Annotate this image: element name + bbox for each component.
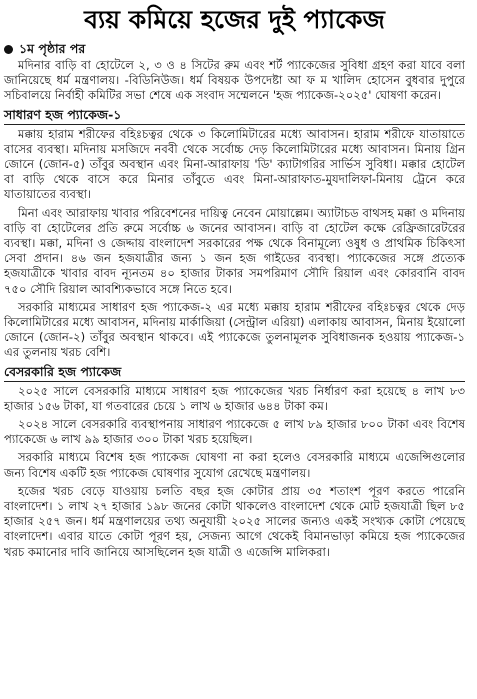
body-paragraph: ২০২৪ সালে বেসরকারি ব্যবস্থাপনায় সাধারণ প্যাকেজে ৫ লাখ ৮৯ হাজার ৮০০ টাকা এবং বিশেষ প্যাকেজে ৬ লাখ ৯৯ হাজার ৩০০ টাকা খরচ হয়েছিল।	[4, 417, 465, 447]
body-paragraph: সরকারি মাধ্যমের সাধারণ হজ প্যাকেজ-২ এর মধ্যে মক্কায় হারাম শরীফের বহিঃচত্বর থেকে দেড় কিলোমিটারের মধ্যে আবাসন, মদিনায় মার্কাজিয়া (সেন্ট্রাল এরিয়া) এলাকায় আবাসন, মিনায় ইয়োলো জোনে (জোন-২) তাঁবুর অবস্থান থাকবে। এই প্যাকেজে তুলনামূলক সুবিধাজনক হওয়ায় প্যাকেজ-১ এর তুলনায় খরচ বেশি।	[4, 299, 465, 360]
continuation-text: ১ম পৃষ্ঠার পর	[19, 41, 86, 56]
intro-paragraph: মদিনার বাড়ি বা হোটেলে ২, ৩ ও ৪ সিটের রুম এবং শর্ট প্যাকেজের সুবিধা গ্রহণ করা যাবে বলা জানিয়েছে ধর্ম মন্ত্রণালয়। -বিডিনিউজ। ধর্ম বিষয়ক উপদেষ্টা আ ফ ম খালিদ হোসেন বুধবার দুপুরে সচিবালয়ে নির্বাহী কমিটির সভা শেষে এক সংবাদ সম্মেলনে 'হজ প্যাকেজ-২০২৫' ঘোষণা করেন।	[4, 58, 465, 103]
body-paragraph: হজের খরচ বেড়ে যাওয়ায় চলতি বছর হজ কোটার প্রায় ৩৫ শতাংশ পূরণ করতে পারেনি বাংলাদেশ। ১ লাখ ২৭ হাজার ১৯৮ জনের কোটা থাকলেও বাংলাদেশ থেকে মোট হজযাত্রী ছিল ৮৫ হাজার ২৫৭ জন। ধর্ম মন্ত্রণালয়ের তথ্য অনুযায়ী ২০২৫ সালের জন্যও একই সংখ্যক কোটা পেয়েছে বাংলাদেশ। এবার যাতে কোটা পূরণ হয়, সেজন্য আগে থেকেই বিমানভাড়া কমিয়ে হজ প্যাকেজের খরচ কমানোর দাবি জানিয়ে আসছিলেন হজ যাত্রী ও এজেন্সি মালিকরা।	[4, 483, 465, 559]
section-heading-private-package	[4, 364, 465, 382]
continuation-line	[4, 40, 465, 58]
section-heading-text: সাধারণ হজ প্যাকেজ-১	[4, 106, 122, 122]
body-paragraph: মক্কায় হারাম শরীফের বহিঃচত্বর থেকে ৩ কিলোমিটারের মধ্যে আবাসন। হারাম শরীফে যাতায়াতে বাসের ব্যবস্থা। মদিনায় মসজিদে নববী থেকে সর্বোচ্চ দেড় কিলোমিটারের মধ্যে আবাসন। মিনায় গ্রিন জোনে (জোন-৫) তাঁবুর অবস্থান এবং মিনা-আরাফায় 'ডি' ক্যাটাগরির সার্ভিস সুবিধা। মক্কার হোটেল বা বাড়ি থেকে বাসে করে মিনার তাঁবুতে এবং মিনা-আরাফাত-মুযদালিফা-মিনায় ট্রেনে করে যাতায়াতের ব্যবস্থা।	[4, 126, 465, 202]
body-paragraph: ২০২৫ সালে বেসরকারি মাধ্যমে সাধারণ হজ প্যাকেজের খরচ নির্ধারণ করা হয়েছে ৪ লাখ ৮৩ হাজার ১৫৬ টাকা, যা গতবারের চেয়ে ১ লাখ ৬ হাজার ৬৪৪ টাকা কম।	[4, 383, 465, 413]
body-paragraph: সরকারি মাধ্যমে বিশেষ হজ প্যাকেজ ঘোষণা না করা হলেও বেসরকারি মাধ্যমে এজেন্সিগুলোর জন্য বিশেষ একটি হজ প্যাকেজ ঘোষণার সুযোগ রেখেছে মন্ত্রণালয়।	[4, 450, 465, 480]
bullet-icon	[4, 45, 13, 54]
body-paragraph: মিনা এবং আরাফায় খাবার পরিবেশনের দায়িত্ব নেবেন মোয়াল্লেম। অ্যাটাচড বাথসহ মক্কা ও মদিনায় বাড়ি বা হোটেলের প্রতি রুমে সর্বোচ্চ ৬ জনের আবাসন। বাড়ি বা হোটেল কক্ষে রেফ্রিজারেটরের ব্যবস্থা। মক্কা, মদিনা ও জেদ্দায় বাংলাদেশ সরকারের পক্ষ থেকে বিনামূল্যে ওষুধ ও প্রাথমিক চিকিৎসা সেবা প্রদান। ৪৬ জন হজযাত্রীর জন্য ১ জন হজ গাইডের ব্যবস্থা। প্যাকেজের সঙ্গে প্রত্যেক হজযাত্রীকে খাবার বাবদ ন্যূনতম ৪০ হাজার টাকার সমপরিমাণ সৌদি রিয়াল এবং কোরবানি বাবদ ৭৫০ সৌদি রিয়াল আবশ্যিকভাবে সঙ্গে নিতে হবে।	[4, 205, 465, 296]
section-heading-general-package	[4, 107, 465, 125]
section-heading-text: বেসরকারি হজ প্যাকেজ	[4, 363, 122, 379]
headline: ব্যয় কমিয়ে হজের দুই প্যাকেজ	[84, 5, 385, 34]
